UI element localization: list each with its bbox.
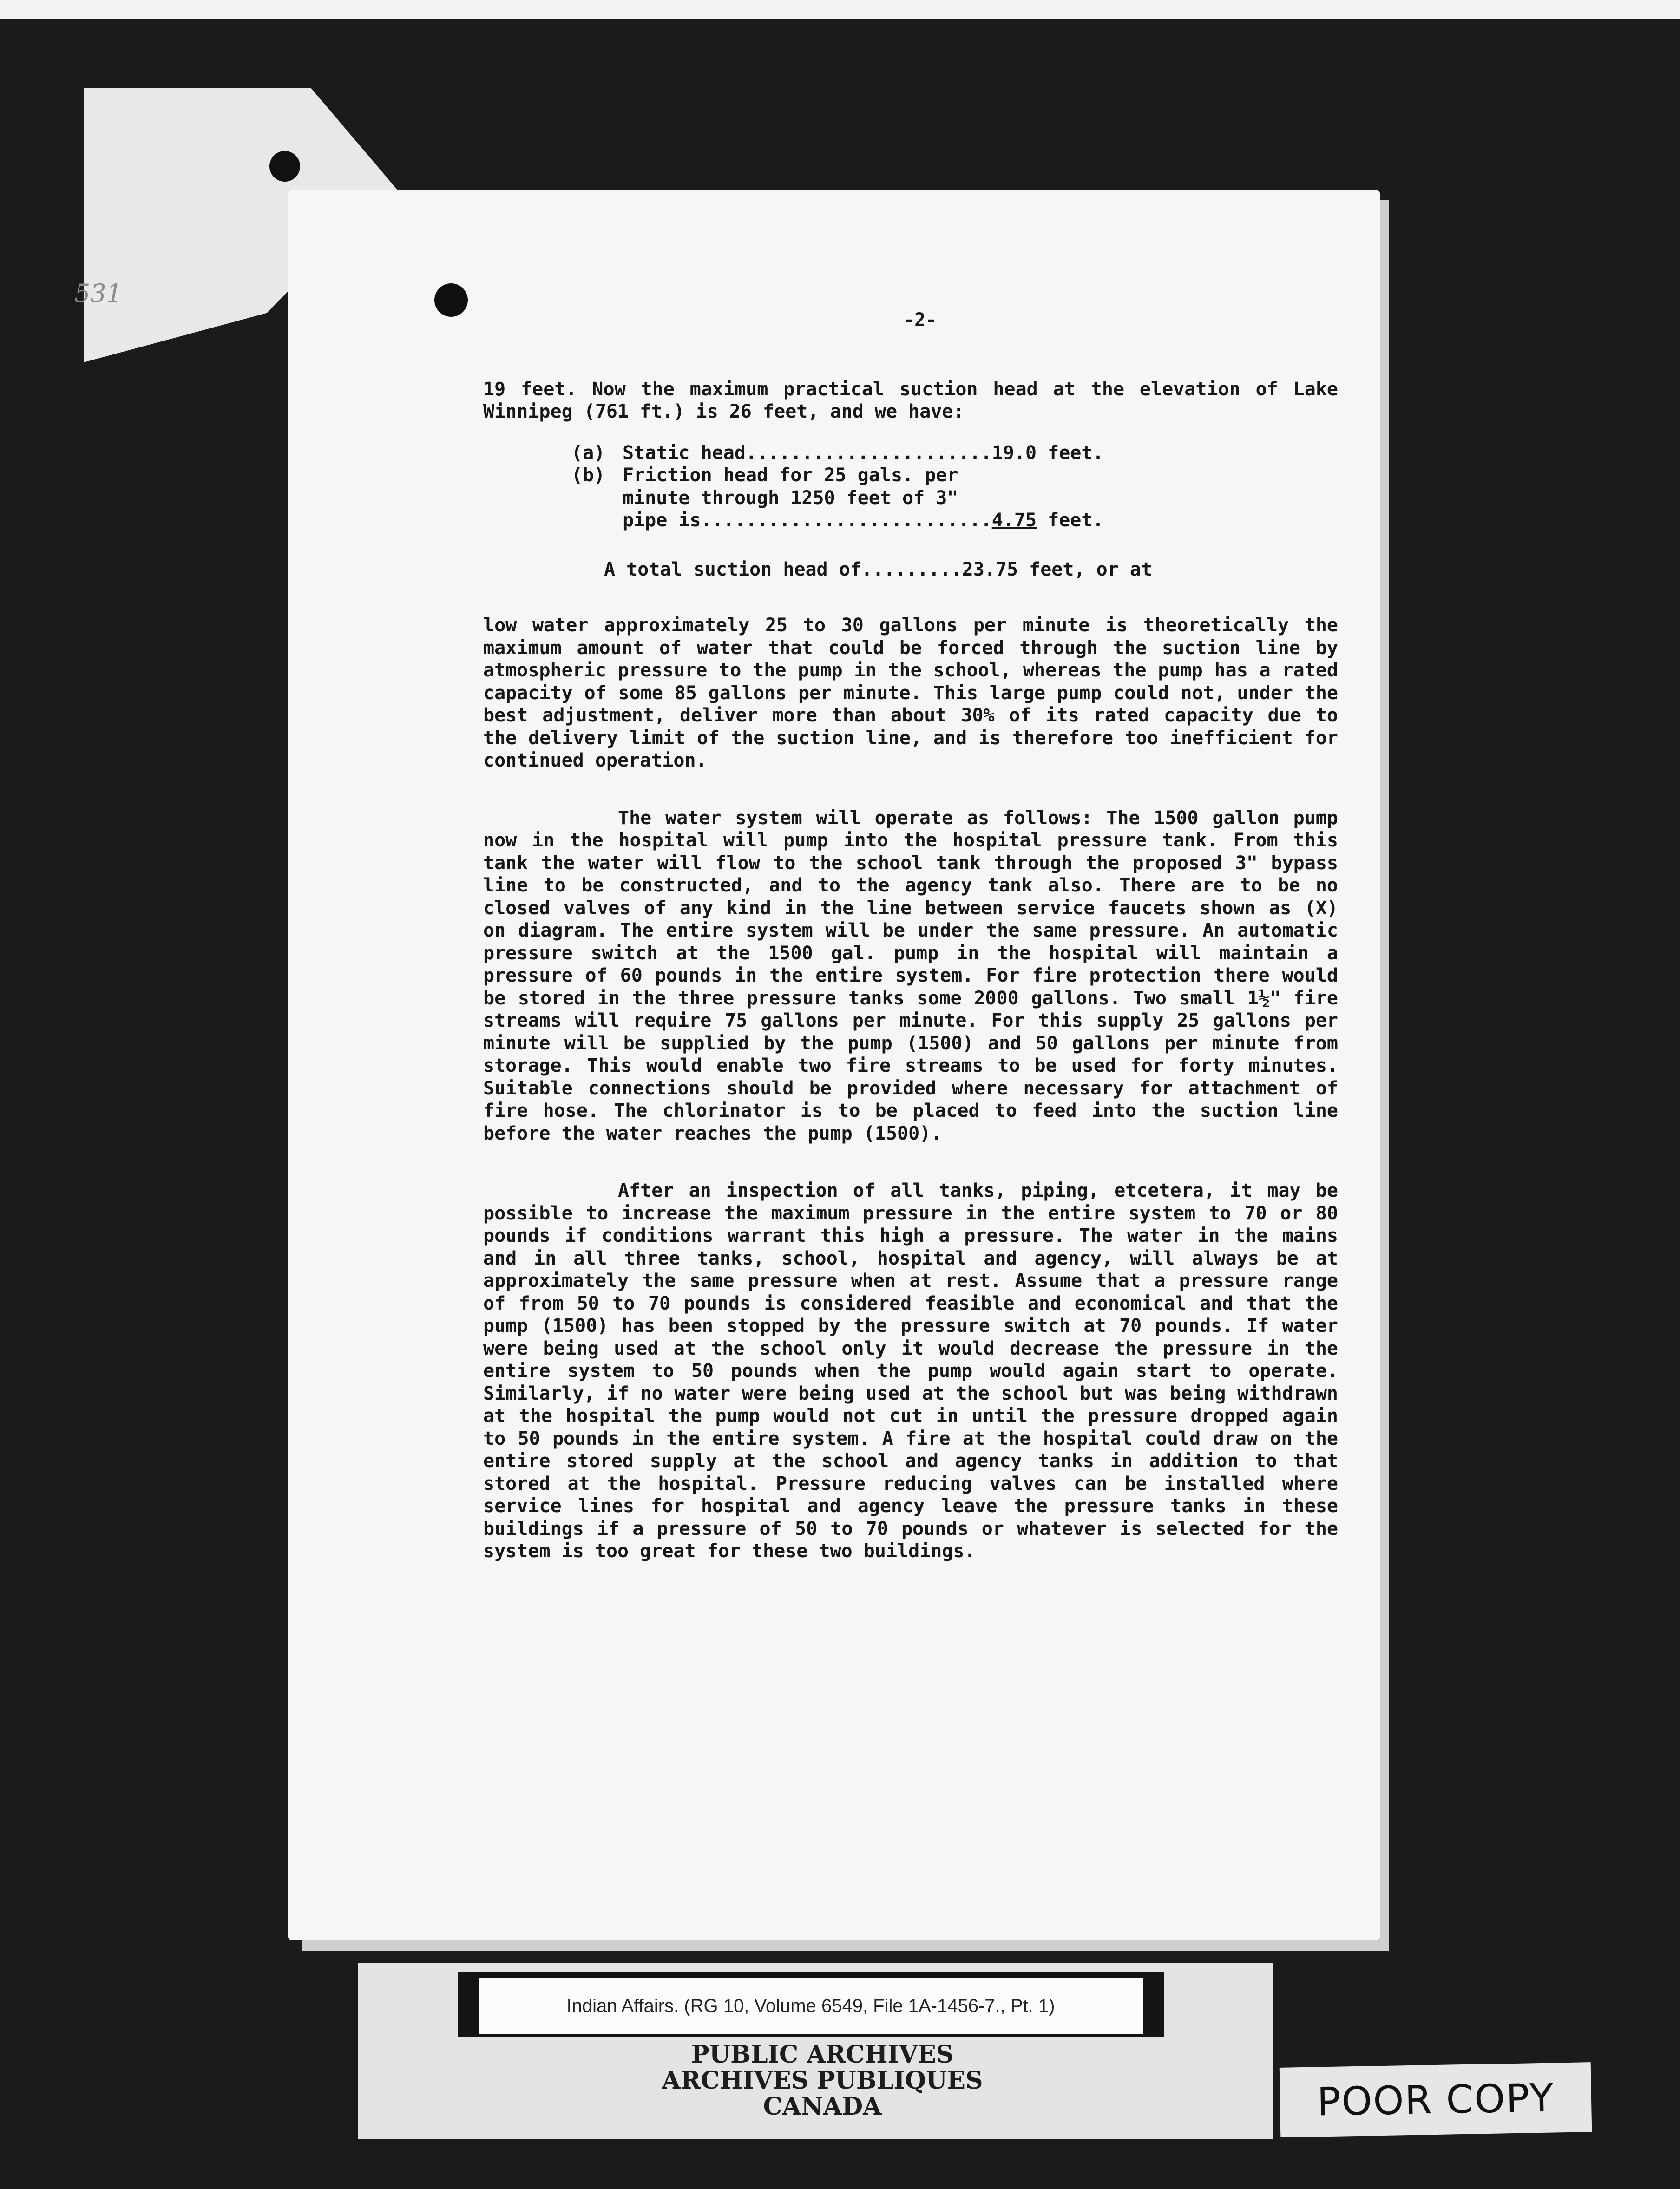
list-letter: (b) — [571, 465, 605, 486]
paragraph-water-system: The water system will operate as follows: The 1500 gallon pump now in the hospital will pump into the hospital pressure tank. From this tank the water will flow to the school tank through the proposed 3" bypass line to be constructed, and to the agency tank also. There are to be no closed valves of any kind in the line between service faucets shown as (X) on diagram. The entire system will be under the same pressure. An automatic pressure switch at the 1500 gal. pump in the hospital will maintain a pressure of 60 pounds in the entire system. For fire protection there would be stored in the three pressure tanks some 2000 gallons. Two small 1½" fire streams will require 75 gallons per minute. For this supply 25 gallons per minute will be supplied by the pump (1500) and 50 gallons per minute from storage. This would enable two fire streams to be used for forty minutes. Suitable connections should be provided where necessary for attachment of fire hose. The chlorinator is to be placed to feed into the suction line before the water reaches the pump (1500). — [483, 807, 1338, 1144]
archive-reference: Indian Affairs. (RG 10, Volume 6549, File 1A-1456-7., Pt. 1) — [479, 1978, 1143, 2034]
list-letter: (a) — [571, 442, 605, 464]
page-number: -2- — [903, 309, 937, 331]
film-top-border — [0, 0, 1680, 19]
paragraph-pump-capacity: low water approximately 25 to 30 gallons per minute is theoretically the maximum amount of water that could be forced through the suction line by atmospheric pressure to the pump in the school, whereas the pump has a rated capacity of some 85 gallons per minute. This large pump could not, under the best adjustment, deliver more than about 30% of its rated capacity due to the delivery limit of the suction line, and is therefore too inefficient for continued operation. — [483, 615, 1338, 771]
list-line: Friction head for 25 gals. per — [623, 465, 958, 486]
list-line: feet. — [1037, 510, 1104, 531]
page-punch-hole — [434, 283, 468, 317]
document-body — [483, 309, 1338, 1598]
list-item-text: Static head......................19.0 feet. — [623, 442, 1104, 464]
list-item-text — [623, 464, 1338, 532]
archives-line: ARCHIVES PUBLIQUES — [662, 2066, 983, 2095]
paragraph-pressure-range: After an inspection of all tanks, piping, etcetera, it may be possible to increase the maximum pressure in the entire system to 70 or 80 pounds if conditions warrant this high a pressure. The water in the mains and in all three tanks, school, hospital and agency, will always be at approximately the same pressure when at rest. Assume that a pressure range of from 50 to 70 pounds is considered feasible and economical and that the pump (1500) has been stopped by the pressure switch at 70 pounds. If water were being used at the school only it would decrease the pressure in the entire system to 50 pounds when the pump would again start to operate. Similarly, if no water were being used at the school but was being withdrawn at the hospital the pump would not cut in until the pressure dropped again to 50 pounds in the entire system. A fire at the hospital could draw on the entire stored supply at the school and agency tanks in addition to that stored at the hospital. Pressure reducing valves can be installed where service lines for hospital and agency leave the pressure tanks in these buildings if a pressure of 50 to 70 pounds or whatever is selected for the system is too great for these two buildings. — [483, 1180, 1338, 1562]
head-calculation-list — [571, 442, 1338, 532]
archives-line: PUBLIC ARCHIVES — [691, 2040, 954, 2069]
tag-handwritten-mark: 531 — [74, 279, 123, 308]
list-item-friction-head — [571, 464, 1338, 532]
underlined-value: 4.75 — [991, 510, 1037, 531]
list-line: pipe is.......................... — [623, 510, 992, 531]
list-item-static-head — [571, 442, 1338, 465]
poor-copy-stamp: POOR COPY — [1280, 2062, 1592, 2137]
tag-punch-hole — [269, 151, 300, 182]
archives-line: CANADA — [763, 2092, 882, 2121]
total-suction-head: A total suction head of.........23.75 feet, or at — [604, 558, 1153, 580]
paragraph-suction-head: 19 feet. Now the maximum practical suction head at the elevation of Lake Winnipeg (761 ft.) is 26 feet, and we have: — [483, 378, 1338, 422]
list-line: minute through 1250 feet of 3" — [623, 487, 958, 509]
archives-caption — [520, 2042, 1124, 2120]
